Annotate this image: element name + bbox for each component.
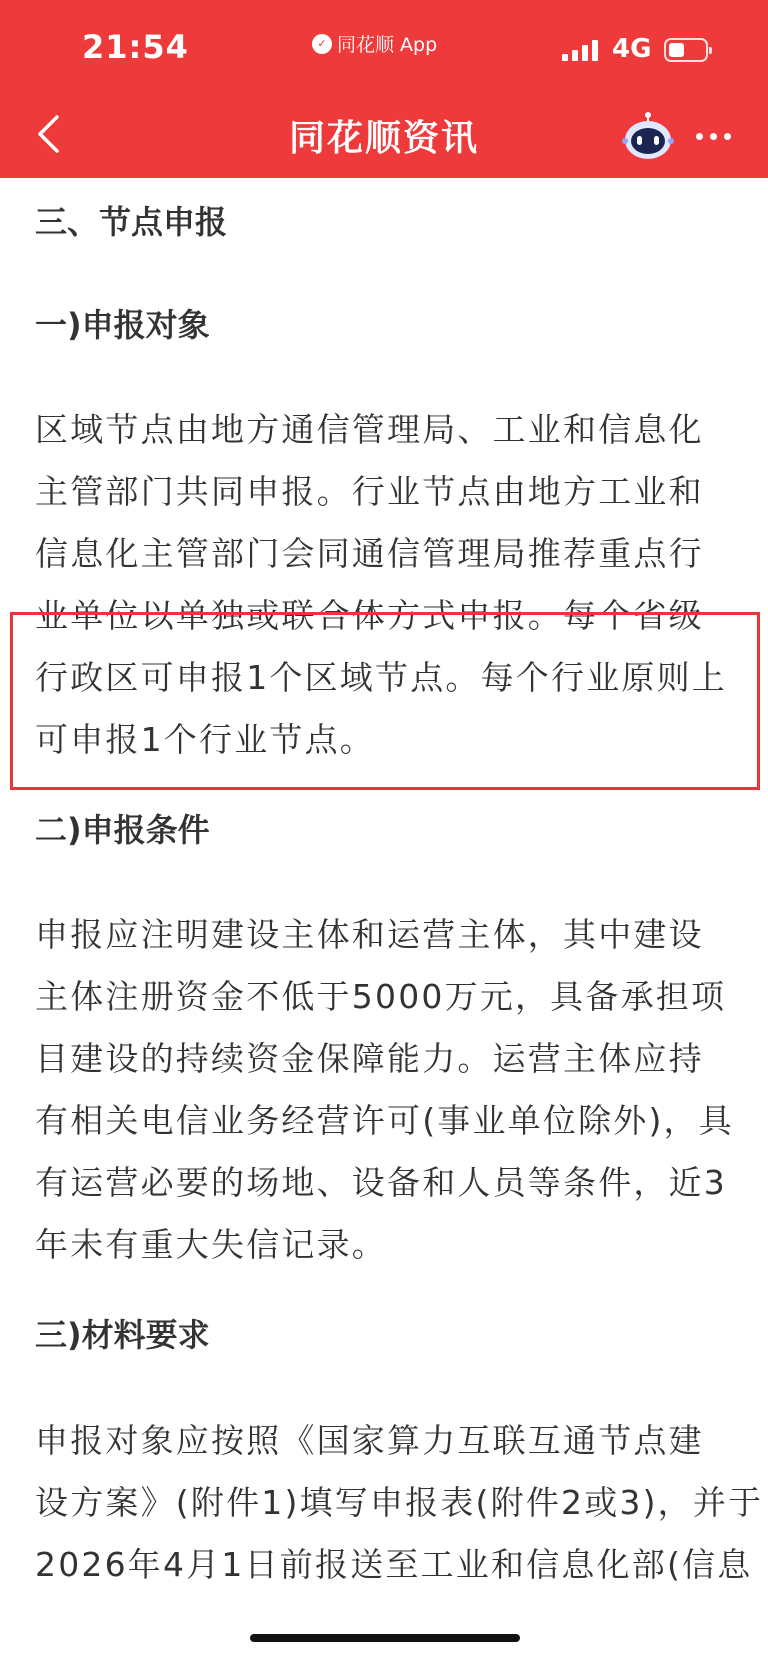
paragraph-line: 设方案》(附件1)填写申报表(附件2或3)，并于: [35, 1483, 764, 1522]
more-dot-icon: [696, 133, 703, 140]
paragraph-line: 可申报1个行业节点。: [35, 720, 375, 759]
paragraph-line: 区域节点由地方通信管理局、工业和信息化: [35, 410, 704, 449]
more-dot-icon: [724, 133, 731, 140]
page-title: 同花顺资讯: [288, 118, 479, 159]
app-header: [0, 0, 768, 178]
sub-heading-2: 二)申报条件: [35, 811, 210, 849]
status-time: 21:54: [82, 28, 189, 66]
paragraph-line: 业单位以单独或联合体方式申报。每个省级: [35, 596, 704, 635]
more-dot-icon: [710, 133, 717, 140]
sub-heading-3: 三)材料要求: [35, 1316, 210, 1354]
home-indicator[interactable]: [250, 1634, 520, 1642]
more-menu-button[interactable]: [690, 116, 736, 156]
robot-icon: [622, 110, 674, 162]
app-logo-icon: ✓: [312, 34, 332, 54]
battery-icon: [664, 38, 708, 62]
paragraph-line: 申报对象应按照《国家算力互联互通节点建: [35, 1421, 704, 1460]
paragraph-line: 有运营必要的场地、设备和人员等条件，近3: [35, 1163, 727, 1202]
paragraph-line: 信息化主管部门会同通信管理局推荐重点行: [35, 534, 704, 573]
paragraph-line: 行政区可申报1个区域节点。每个行业原则上: [35, 658, 727, 697]
paragraph-line: 主体注册资金不低于5000万元，具备承担项: [35, 977, 727, 1016]
paragraph-line: 目建设的持续资金保障能力。运营主体应持: [35, 1039, 704, 1078]
signal-icon: [562, 39, 598, 61]
paragraph-line: 申报应注明建设主体和运营主体，其中建设: [35, 915, 704, 954]
network-type: 4G: [612, 34, 652, 64]
paragraph-line: 主管部门共同申报。行业节点由地方工业和: [35, 472, 704, 511]
app-indicator-label: 同花顺 App: [337, 34, 438, 56]
paragraph-line: 年未有重大失信记录。: [35, 1225, 387, 1264]
paragraph-line: 2026年4月1日前报送至工业和信息化部(信息: [35, 1545, 753, 1584]
paragraph-1: [35, 399, 741, 771]
ai-assistant-button[interactable]: [622, 110, 674, 162]
app-indicator: [312, 30, 437, 57]
paragraph-line: 有相关电信业务经营许可(事业单位除外)，具: [35, 1101, 734, 1140]
sub-heading-1: 一)申报对象: [35, 306, 210, 344]
section-heading: 三、节点申报: [35, 203, 228, 241]
paragraph-2: [35, 904, 741, 1276]
paragraph-3: [35, 1410, 764, 1596]
